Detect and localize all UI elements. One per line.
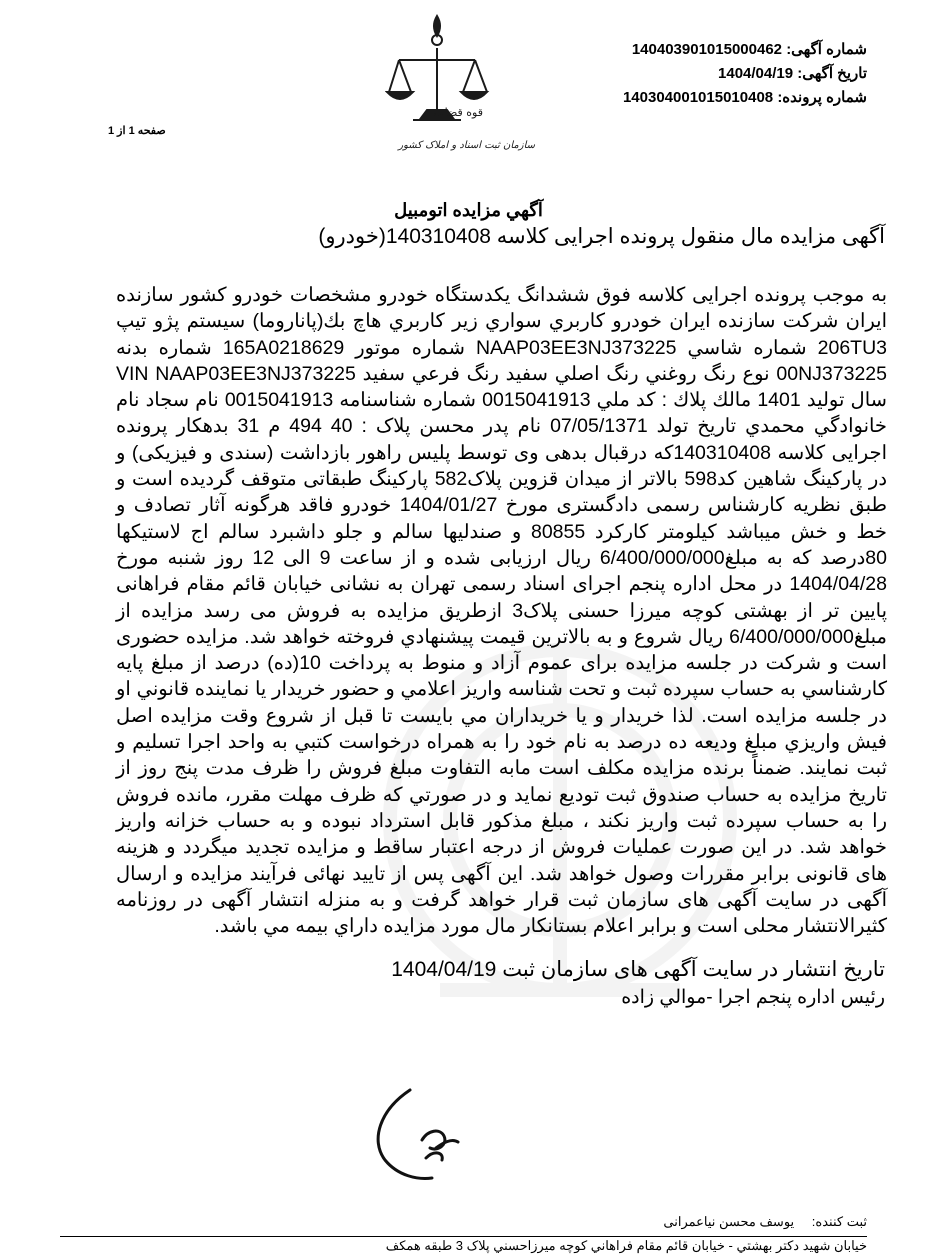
registrar-line (663, 1214, 867, 1230)
registrar-name: یوسف محسن نیاعمرانی (663, 1214, 795, 1229)
case-number-value: 140304001015010408 (622, 89, 774, 106)
registrar-label: ثبت کننده: (811, 1214, 867, 1229)
ad-number-value: 140403901015000462 (631, 41, 783, 58)
page-indicator: صفحه 1 از 1 (108, 125, 166, 137)
case-number-row (623, 86, 867, 110)
signer-title: رئیس اداره پنجم اجرا -موالي زاده (621, 987, 885, 1008)
ad-number-label: شماره آگهی: (786, 41, 867, 58)
logo-judiciary-text: قوه قضاييه (432, 106, 483, 119)
publication-line: تاریخ انتشار در سایت آگهی های سازمان ثبت 1404/04/19 (391, 958, 885, 981)
office-address: خيابان شهيد دکتر بهشتي - خيابان قائم مقام فراهاني کوچه ميرزاحسني پلاک 3 طبقه همکف (385, 1238, 867, 1253)
case-number-label: شماره پرونده: (777, 89, 867, 106)
ad-date-value: 1404/04/19 (718, 65, 794, 82)
notice-body: به موجب پرونده اجرایی کلاسه فوق ششدانگ یکدستگاه خودرو مشخصات خودرو کشور سازنده ایران شرکت سازنده ایران خودرو کاربري سواري زير کاربري هاچ بك(پاناروما) سیستم پژو تیپ 206TU3 شماره شاسي NAAP03EE3NJ373225 شماره موتور 165A0218629 شماره بدنه 00NJ373225 نوع رنگ روغني رنگ اصلي سفید رنگ فرعي سفيد VIN NAAP03EE3NJ373225 سال تولید 1401 مالك پلاك : کد ملي 0015041913 شماره شناسنامه 0015041913 نام سجاد نام خانوادگي محمدي تاريخ تولد 07/05/1371 نام پدر محسن پلاک : 40 494 م 31 بدهکار پرونده اجرایی کلاسه 140310408که درقبال بدهی وی توسط پلیس راهور بازداشت (سندی و فیزیکی) و در پارکینگ شاهین کد598 بالاتر از میدان قزوین پلاک582 پارکینگ طبقاتی متوقف گردیده است و طبق نظریه کارشناس رسمی دادگستری مورخ 1404/01/27 خودرو فاقد هرگونه آثار تصادف و خط و خش میباشد کیلومتر کارکرد 80855 و صندلیها سالم و جلو داشبرد سالم اج لاستیکها 80درصد که به مبلغ6/400/000/000 ریال ارزیابی شده و از ساعت 9 الی 12 روز شنبه مورخ 1404/04/28 در محل اداره پنجم اجرای اسناد رسمی تهران به نشانی خیابان قائم مقام فراهانی پایین تر از بهشتی کوچه میرزا حسنی پلاک3 ازطریق مزایده به فروش می رسد مزایده از مبلغ6/400/000/000 ریال شروع و به بالاترین قیمت پیشنهادي فروخته خواهد شد. مزایده حضوری است و شرکت در جلسه مزایده برای عموم آزاد و منوط به پرداخت 10(ده) درصد از مبلغ پایه کارشناسي به حساب سپرده ثبت و تحت شناسه واریز اعلامي و حضور خريدار يا نماينده قانوني او در جلسه مزايده است. لذا خريدار و يا خريداران مي بايست تا قبل از شروع وقت مزايده اصل فيش واريزي مبلغ وديعه ده درصد به نام خود را به همراه درخواست کتبي به واحد اجرا تسليم و ثبت نمايند. ضمناً برنده مزايده مکلف است مابه التفاوت مبلغ فروش را ظرف مدت پنج روز از تاريخ مزايده به حساب صندوق ثبت توديع نمايد و در صورتي که ظرف مهلت مقرر، مانده فروش را به حساب سپرده ثبت واريز نکند ، مبلغ مذکور قابل استرداد نبوده و به حساب خزانه واريز خواهد شد. در این صورت عملیات فروش از درجه اعتبار ساقط و مزایده تجدید میگردد و هزینه های قانونی برابر مقررات وصول خواهد شد. این آگهی پس از تایید نهائی فرآیند مزایده و ارسال آگهی در سایت آگهی های سازمان ثبت قرار خواهد گرفت و به منزله انتشار آگهی در روزنامه کثیرالانتشار محلی است و برابر اعلام بستانکار مال مورد مزايده داراي بيمه مي باشد. (116, 284, 888, 938)
ad-date-label: تاریخ آگهی: (797, 65, 867, 82)
document-subtitle: آگهی مزایده مال منقول پرونده اجرایی کلاسه 140310408(خودرو) (318, 225, 885, 248)
document-title: آگهي مزايده اتومبيل (394, 200, 543, 220)
judiciary-emblem-logo (385, 8, 565, 158)
footer-divider (60, 1236, 867, 1237)
header-meta (623, 38, 867, 110)
logo-org-text: سازمان ثبت اسناد و املاک کشور (398, 140, 535, 151)
ad-date-row (623, 62, 867, 86)
ad-number-row (623, 38, 867, 62)
handwritten-signature (340, 1030, 490, 1200)
